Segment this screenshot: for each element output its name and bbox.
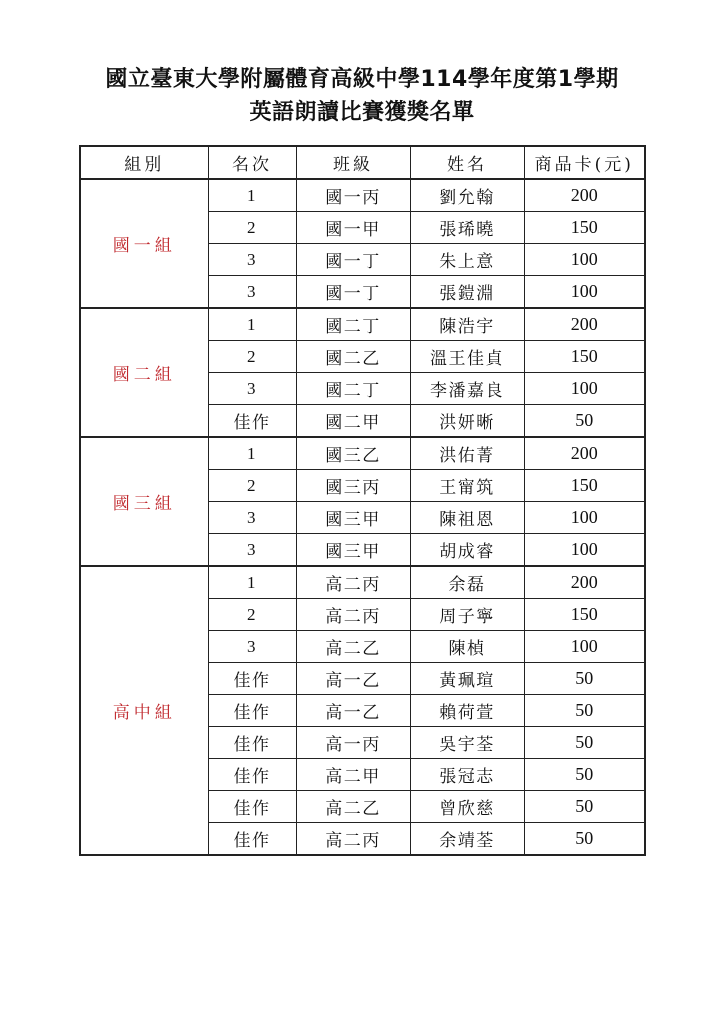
class-cell: 高二丙	[296, 823, 410, 856]
class-cell: 國二丁	[296, 373, 410, 405]
award-table-body	[80, 179, 645, 855]
name-cell: 李潘嘉良	[410, 373, 524, 405]
amount-cell: 150	[524, 470, 645, 502]
table-row	[80, 179, 645, 212]
class-cell: 高二乙	[296, 791, 410, 823]
amount-cell: 100	[524, 276, 645, 309]
class-cell: 國三丙	[296, 470, 410, 502]
name-cell: 陳浩宇	[410, 308, 524, 341]
amount-cell: 50	[524, 695, 645, 727]
amount-cell: 100	[524, 502, 645, 534]
name-cell: 陳楨	[410, 631, 524, 663]
name-cell: 洪佑菁	[410, 437, 524, 470]
rank-cell: 1	[208, 566, 296, 599]
name-cell: 余磊	[410, 566, 524, 599]
class-cell: 高二丙	[296, 566, 410, 599]
rank-cell: 1	[208, 179, 296, 212]
class-cell: 高一乙	[296, 663, 410, 695]
class-cell: 國一丁	[296, 244, 410, 276]
amount-cell: 50	[524, 759, 645, 791]
amount-cell: 100	[524, 244, 645, 276]
amount-cell: 200	[524, 437, 645, 470]
name-cell: 周子寧	[410, 599, 524, 631]
rank-cell: 3	[208, 534, 296, 567]
name-cell: 張鎧淵	[410, 276, 524, 309]
class-cell: 高二丙	[296, 599, 410, 631]
rank-cell: 佳作	[208, 727, 296, 759]
rank-cell: 2	[208, 599, 296, 631]
amount-cell: 150	[524, 212, 645, 244]
class-cell: 高一乙	[296, 695, 410, 727]
header-group: 組別	[80, 146, 208, 179]
amount-cell: 200	[524, 566, 645, 599]
rank-cell: 2	[208, 212, 296, 244]
award-table	[79, 145, 646, 856]
class-cell: 高二乙	[296, 631, 410, 663]
header-rank: 名次	[208, 146, 296, 179]
amount-cell: 100	[524, 631, 645, 663]
class-cell: 國二甲	[296, 405, 410, 438]
amount-cell: 100	[524, 534, 645, 567]
rank-cell: 3	[208, 631, 296, 663]
amount-cell: 50	[524, 405, 645, 438]
name-cell: 胡成睿	[410, 534, 524, 567]
table-row	[80, 437, 645, 470]
amount-cell: 50	[524, 823, 645, 856]
name-cell: 余靖荃	[410, 823, 524, 856]
amount-cell: 200	[524, 308, 645, 341]
header-class: 班級	[296, 146, 410, 179]
name-cell: 吳宇荃	[410, 727, 524, 759]
rank-cell: 2	[208, 341, 296, 373]
name-cell: 張琋曉	[410, 212, 524, 244]
rank-cell: 佳作	[208, 759, 296, 791]
group-label: 國一組	[80, 179, 208, 308]
class-cell: 高二甲	[296, 759, 410, 791]
rank-cell: 佳作	[208, 695, 296, 727]
name-cell: 陳祖恩	[410, 502, 524, 534]
class-cell: 國二丁	[296, 308, 410, 341]
name-cell: 朱上意	[410, 244, 524, 276]
rank-cell: 1	[208, 308, 296, 341]
rank-cell: 佳作	[208, 405, 296, 438]
rank-cell: 1	[208, 437, 296, 470]
amount-cell: 50	[524, 791, 645, 823]
name-cell: 溫王佳貞	[410, 341, 524, 373]
name-cell: 黃珮瑄	[410, 663, 524, 695]
name-cell: 劉允翰	[410, 179, 524, 212]
header-gift-card: 商品卡(元)	[524, 146, 645, 179]
group-label: 高中組	[80, 566, 208, 855]
name-cell: 洪妍晰	[410, 405, 524, 438]
group-label: 國三組	[80, 437, 208, 566]
name-cell: 賴荷萱	[410, 695, 524, 727]
class-cell: 高一丙	[296, 727, 410, 759]
class-cell: 國一丙	[296, 179, 410, 212]
amount-cell: 50	[524, 663, 645, 695]
rank-cell: 佳作	[208, 791, 296, 823]
class-cell: 國三甲	[296, 534, 410, 567]
rank-cell: 3	[208, 373, 296, 405]
amount-cell: 50	[524, 727, 645, 759]
name-cell: 張冠志	[410, 759, 524, 791]
group-label: 國二組	[80, 308, 208, 437]
class-cell: 國三甲	[296, 502, 410, 534]
table-row	[80, 566, 645, 599]
rank-cell: 3	[208, 276, 296, 309]
document-title: 國立臺東大學附屬體育高級中學114學年度第1學期	[105, 67, 619, 92]
name-cell: 曾欣慈	[410, 791, 524, 823]
rank-cell: 2	[208, 470, 296, 502]
amount-cell: 200	[524, 179, 645, 212]
rank-cell: 3	[208, 244, 296, 276]
amount-cell: 100	[524, 373, 645, 405]
document-subtitle: 英語朗讀比賽獲獎名單	[249, 100, 475, 125]
header-row	[80, 146, 645, 179]
rank-cell: 佳作	[208, 823, 296, 856]
header-name: 姓名	[410, 146, 524, 179]
amount-cell: 150	[524, 341, 645, 373]
rank-cell: 3	[208, 502, 296, 534]
amount-cell: 150	[524, 599, 645, 631]
class-cell: 國二乙	[296, 341, 410, 373]
class-cell: 國三乙	[296, 437, 410, 470]
table-row	[80, 308, 645, 341]
class-cell: 國一甲	[296, 212, 410, 244]
rank-cell: 佳作	[208, 663, 296, 695]
name-cell: 王甯筑	[410, 470, 524, 502]
class-cell: 國一丁	[296, 276, 410, 309]
